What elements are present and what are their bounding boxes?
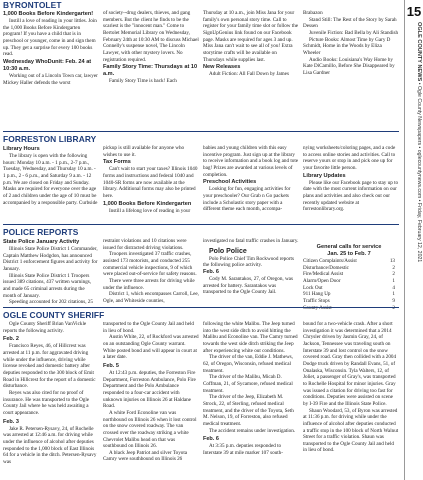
police-c1-h1: State Police January Activity	[3, 239, 80, 245]
forreston-c4-h1: Library Updates	[303, 172, 346, 179]
paper-name: OGLE COUNTY NEWS	[416, 22, 422, 82]
police-c1-p2: Illinois State Police District 1 Troopers issued 389 citations, 437 written warnings, and made 65 criminal arrests during the month of January.	[3, 272, 92, 299]
sheriff-c3-p4: The driver of the Jeep, Elizabeth M. Strock, 22, of Sterling, refused medical treatment, and the driver of the Toyota, Seth M. Nelson, 19, of Forreston, also refused medical treatment.	[203, 394, 294, 427]
byron-c2-p2: Family Story Time is back! Each	[109, 78, 177, 85]
byron-c4-p4: Picture Books: Almost Time by Gary D Schmidt, Home in the Woods by Eliza Wheeler	[303, 36, 391, 56]
calls-row	[303, 285, 395, 292]
sheriff-col-4	[303, 321, 399, 480]
calls-row-value: 1	[392, 277, 395, 284]
police-c3-p1: investigated no fatal traffic crashes in January.	[203, 238, 299, 244]
forreston-c3-p2: Looking for fun, engaging activities for your preschooler? Our Grab n Go packets include a Scholastic story paper with a different theme each month, accompa-	[203, 186, 291, 213]
forreston-c1-p1: The library is open with the following hours: Monday 10 a.m. - 1 p.m., 2-7 p.m., Tuesday, Wednesday, and Thursday 10 a.m. - 1 p.m., 2 - 6 p.m., and Saturday 9 a.m. - 12 p.m. We are closed on Friday and Sunday. Masks are required for everyone over the age of 2 and children under the age of 10 must be accompanied by a responsible party. Curbside	[3, 153, 98, 206]
byron-c1-h1: 1,000 Books Before Kindergarten!	[3, 11, 94, 17]
forreston-c1-h1: Library Hours	[3, 146, 40, 152]
sheriff-col-2	[103, 321, 199, 480]
byron-c3-h1: New Releases	[203, 64, 241, 71]
forreston-section-head: FORRESTON LIBRARY	[3, 134, 97, 144]
side-banner-text	[415, 22, 421, 262]
police-rule	[3, 224, 399, 225]
calls-row-label: Lock Out	[303, 284, 323, 291]
sheriff-c1-p4: Jake R. Petersen-Rysavy, 24, of Rochelle was arrested at 12:46 a.m. for driving while under the influence of alcohol after deputies responded to the 1,000 block of East Illinois 64 for a vehicle in the ditch. Petersen-Rysavy was	[3, 425, 97, 465]
paper-info: • Ogle County Newspapers • oglecountynews.com • Friday, February 12, 2021	[416, 82, 422, 263]
forreston-c2-h2: 1,000 Books Before Kindergarten	[103, 200, 192, 207]
forreston-rule	[3, 131, 399, 132]
police-c1-p1: Illinois State Police District 1 Commander, Captain Matthew Hodgdon, has announced District 1 enforcement figures and activity for January.	[3, 246, 98, 272]
police-c2-p2: Troopers investigated 37 traffic crashes, assisted 173 motorists, and conducted 255 commercial vehicle inspections, 9 of which were placed out-of-service for safety reasons.	[103, 251, 197, 278]
sheriff-c1-p1: Ogle County Sheriff Brian VanVickle reports the following activity.	[3, 321, 87, 334]
calls-row-label: Fire/Medical Assist	[303, 271, 344, 278]
police-col-1	[3, 238, 99, 306]
calls-row	[303, 271, 395, 278]
byron-c2-p1: of society--drug dealers, thieves, and gang members. But the client he finds to be the scariest is the "innocent man." Come to Bertolet Memorial Library on Wednesday, February 24th at 10:30 AM to discuss Michael Connelly's suspense novel, The Lincoln Lawyer, with other mystery lovers. No registration required.	[103, 10, 199, 63]
forreston-c2-h1: Tax Forms	[103, 159, 131, 166]
byron-c1-p2: Working out of a Lincoln Town car, lawyer Mickey Haller defends the worst	[3, 72, 98, 86]
police-c2-p1: restraint violations and 10 citations were issued for distracted driving violations.	[103, 238, 187, 251]
byron-c1-p1: Instill a love of reading in your littles. Join the 1,000 Books Before Kindergarten program! If you have a child that is in preschool or younger, come in and sign them up. They get a surprise for every 100 books read.	[3, 18, 97, 58]
police-c3-h1: Polo Police	[209, 247, 247, 255]
byron-col-1	[3, 10, 99, 130]
calls-row	[303, 265, 395, 272]
byron-c4-p5: Audio Books: Louisiana's Way Home by Kate DiCamillo, Before She Disappeared by Lisa Gardner	[303, 56, 395, 76]
forreston-c3-p1: babies and young children with this easy incentive program. Just sign up at the library to receive information and a book log and tote bag! Prizes are awarded at various levels of completion.	[203, 145, 299, 178]
sheriff-c3-p6: At 3:35 p.m. deputies responded to Interstate 39 at mile marker 107 south-	[203, 443, 283, 456]
page-number: 15	[406, 4, 422, 19]
police-c3-p2: Polo Police Chief Tim Rockwood reports the following police activity.	[203, 255, 294, 269]
sheriff-c2-p3: At 12:43 p.m. deputies, the Forreston Fire Department, Forreston Ambulance, Polo Fire Department and the Polo Ambulance responded to a four-car accident with unknown injuries on Illinois 26 at Haldane Road.	[103, 369, 196, 410]
forreston-c3-h1: Preschool Activities	[203, 179, 257, 186]
calls-for-service	[303, 244, 395, 310]
forreston-c2-p1: pickup is still available for anyone who wishes to use it.	[103, 145, 185, 158]
calls-row-value: 2	[392, 264, 395, 271]
calls-row-value: 2	[392, 304, 395, 310]
calls-row-label: Alarm/Open Door	[303, 277, 341, 284]
sheriff-c4-p2: Shaun Woodard, 53, of Byron was arrested at 11:36 p.m. for driving while under the influence of alcohol after deputies conducted a traffic stop in the 100 block of North Walnut Street for a traffic violation. Shaun was transported to the Ogle County Jail and held in lieu of bond.	[303, 407, 399, 454]
forreston-col-3	[203, 145, 299, 223]
police-col-3	[203, 238, 299, 306]
sheriff-col-3	[203, 321, 299, 480]
byron-col-4	[303, 10, 399, 130]
byron-c3-p1: Thursday at 10 a.m., join Miss Jana for your family's own personal story time. Call to register for your family time slot or follow the SignUpGenius link found on our Facebook page. Masks are required for ages 3 and up. Miss Jana can't wait to see all of you! Extra storytime crafts will be available on Thursdays while supplies last.	[203, 10, 299, 63]
sheriff-c2-p1: transported to the Ogle County Jail and held in lieu of bond.	[103, 321, 194, 334]
calls-row-value: 13	[389, 258, 395, 264]
police-c3-h2: Feb. 6	[203, 268, 219, 275]
byron-head-rest: TOLET	[33, 0, 62, 10]
sheriff-c3-p5: The accident remains under investigation.	[209, 427, 296, 434]
byron-section-head: BYRONTOLET	[3, 0, 62, 10]
sheriff-col-1	[3, 321, 99, 480]
calls-row-label: 911 Hang Up	[303, 291, 331, 298]
sheriff-c2-p2: Austin White, 22, of Rockford was arrested on an outstanding Ogle County warrant. White posted bond and will appear in court at a later date.	[103, 334, 199, 361]
sheriff-c3-p2: The driver of the van, Eddie J. Mathews, 62, of Oregon, Wisconsin, refused medical treatment.	[203, 354, 293, 374]
sheriff-c1-p3: Reyes was also cited for no proof of insurance. He was transported to the Ogle County Jail where he was held awaiting a court appearance.	[3, 389, 90, 416]
forreston-col-2	[103, 145, 199, 223]
sheriff-c3-h1: Feb. 6	[203, 436, 219, 443]
sheriff-c1-h2: Feb. 3	[3, 418, 19, 425]
sheriff-c1-p2: Francisco Reyes, 46, of Hillcrest was arrested at 11 p.m. for aggravated driving while under the influence, driving while license revoked and domestic battery after deputies responded to the 300 block of Emit Road in Hillcrest for the report of a domestic disturbance.	[3, 343, 96, 390]
calls-row-label: Disturbance/Domestic	[303, 264, 349, 271]
byron-col-3	[203, 10, 299, 130]
calls-row-label: Traffic Stops	[303, 297, 330, 304]
calls-row-label: County Assist	[303, 304, 332, 310]
byron-col-2	[103, 10, 199, 130]
forreston-c2-p2: Can't wait to start your taxes? Illinois 1040 forms and instructions and federal 1040 and 1040-SR forms are now available at the library. Additional forms may also be printed here.	[103, 166, 198, 199]
police-col-2	[103, 238, 199, 306]
sheriff-c2-p5: A black Jeep Patriot and silver Toyota Camry were southbound on Illinois 26	[103, 449, 188, 463]
police-section-head: POLICE REPORTS	[3, 227, 79, 237]
byron-c4-p2: Stand Still: The Rest of the Story by Sarah Dessen	[303, 16, 397, 30]
calls-row	[303, 298, 395, 305]
forreston-c2-p3: Instill a lifelong love of reading in your	[109, 207, 191, 214]
sheriff-c4-p1: bound for a two-vehicle crash. After a short investigation it was determined that a 2014 Chrysler driven by Jasmin Gray, 24, of Jackson, Tennessee was traveling south on Interstate 39 and lost control on the snow covered road. Gray then collided with a 2004 Dodge truck driven by Randall Evans, 51, of Onalaska, Wisconsin. Tyla Walters, 12, of Joliet, a passenger of Gray's, was transported to Rochelle Hospital for minor injuries. Gray was issued a citation for driving too fast for conditions. Deputies were assisted on scene by I-39 Fire and the Illinois State Police.	[303, 321, 397, 407]
calls-rows	[303, 258, 395, 310]
byron-c4-p1: Brabazon	[303, 10, 323, 16]
forreston-c4-p2: Please like our Facebook page to stay up to date with the most current information on our plans and activities and also check out our recently updated website at forrestonlibrary.org.	[303, 179, 399, 213]
calls-row-value: 2	[392, 271, 395, 278]
calls-row	[303, 258, 395, 265]
calls-row-value: 4	[392, 284, 395, 291]
byron-c2-h1: Family Story Time: Thursdays at 10 a.m.	[103, 64, 198, 78]
forreston-col-1	[3, 145, 99, 223]
police-c3-p3: Cody M. Sarantakos, 27, of Oregon, was arrested for battery. Sarantakos was transported to the Ogle County Jail.	[203, 275, 293, 296]
calls-row-label: Citizen Complaints/Assist	[303, 258, 357, 264]
sheriff-c3-p1: following the white Malibu. The Jeep turned into the west side ditch to avoid hitting the Malibu and Econoline van. The Camry turned towards the west side ditch striking the Jeep after experiencing white out conditions.	[203, 321, 298, 354]
police-c1-p3: Speeding accounted for 202 citations, 25	[9, 299, 93, 306]
calls-row-value: 1	[392, 291, 395, 298]
byron-c4-p3: Juvenile Fiction: Bad Bella by Ali Standish	[309, 29, 399, 36]
police-c2-p3: There were three arrests for driving while under the influence.	[103, 277, 195, 291]
forreston-col-4	[303, 145, 399, 223]
calls-title: General calls for service	[316, 244, 382, 250]
calls-row	[303, 291, 395, 298]
byron-c1-h2: Wednesday WhoDunit: Feb. 24 at 10:30 a.m.	[3, 58, 92, 72]
calls-subtitle: Jan. 25 to Feb. 7	[327, 251, 371, 257]
calls-row	[303, 278, 395, 285]
sheriff-c3-p3: The driver of the Malibu, Micah D. Coffman, 21, of Sycamore, refused medical treatment.	[203, 374, 293, 394]
sheriff-c2-h1: Feb. 5	[103, 362, 119, 369]
sheriff-c2-p4: A white Ford Econoline van was northbound on Illinois 26 when it lost control on the snow covered roadway. The van crossed over the roadway striking a white Chevrolet Malibu head on that was southbound on Illinois 26.	[103, 409, 197, 450]
sheriff-section-head: OGLE COUNTY SHERIFF	[3, 310, 105, 320]
forreston-c4-p1: nying worksheets/coloring pages, and a code to access online stories and activities. Call to reserve yours or stop in and pick one up for your favorite little person.	[303, 145, 396, 171]
calls-row-value: 9	[392, 297, 395, 304]
sheriff-c1-h1: Feb. 2	[3, 336, 19, 343]
side-banner	[404, 0, 423, 480]
police-c2-p4: District 1, which encompasses Carroll, Lee, Ogle, and Whiteside counties,	[103, 291, 199, 304]
byron-c3-p2: Adult Fiction: All Fall Down by James	[209, 71, 289, 78]
